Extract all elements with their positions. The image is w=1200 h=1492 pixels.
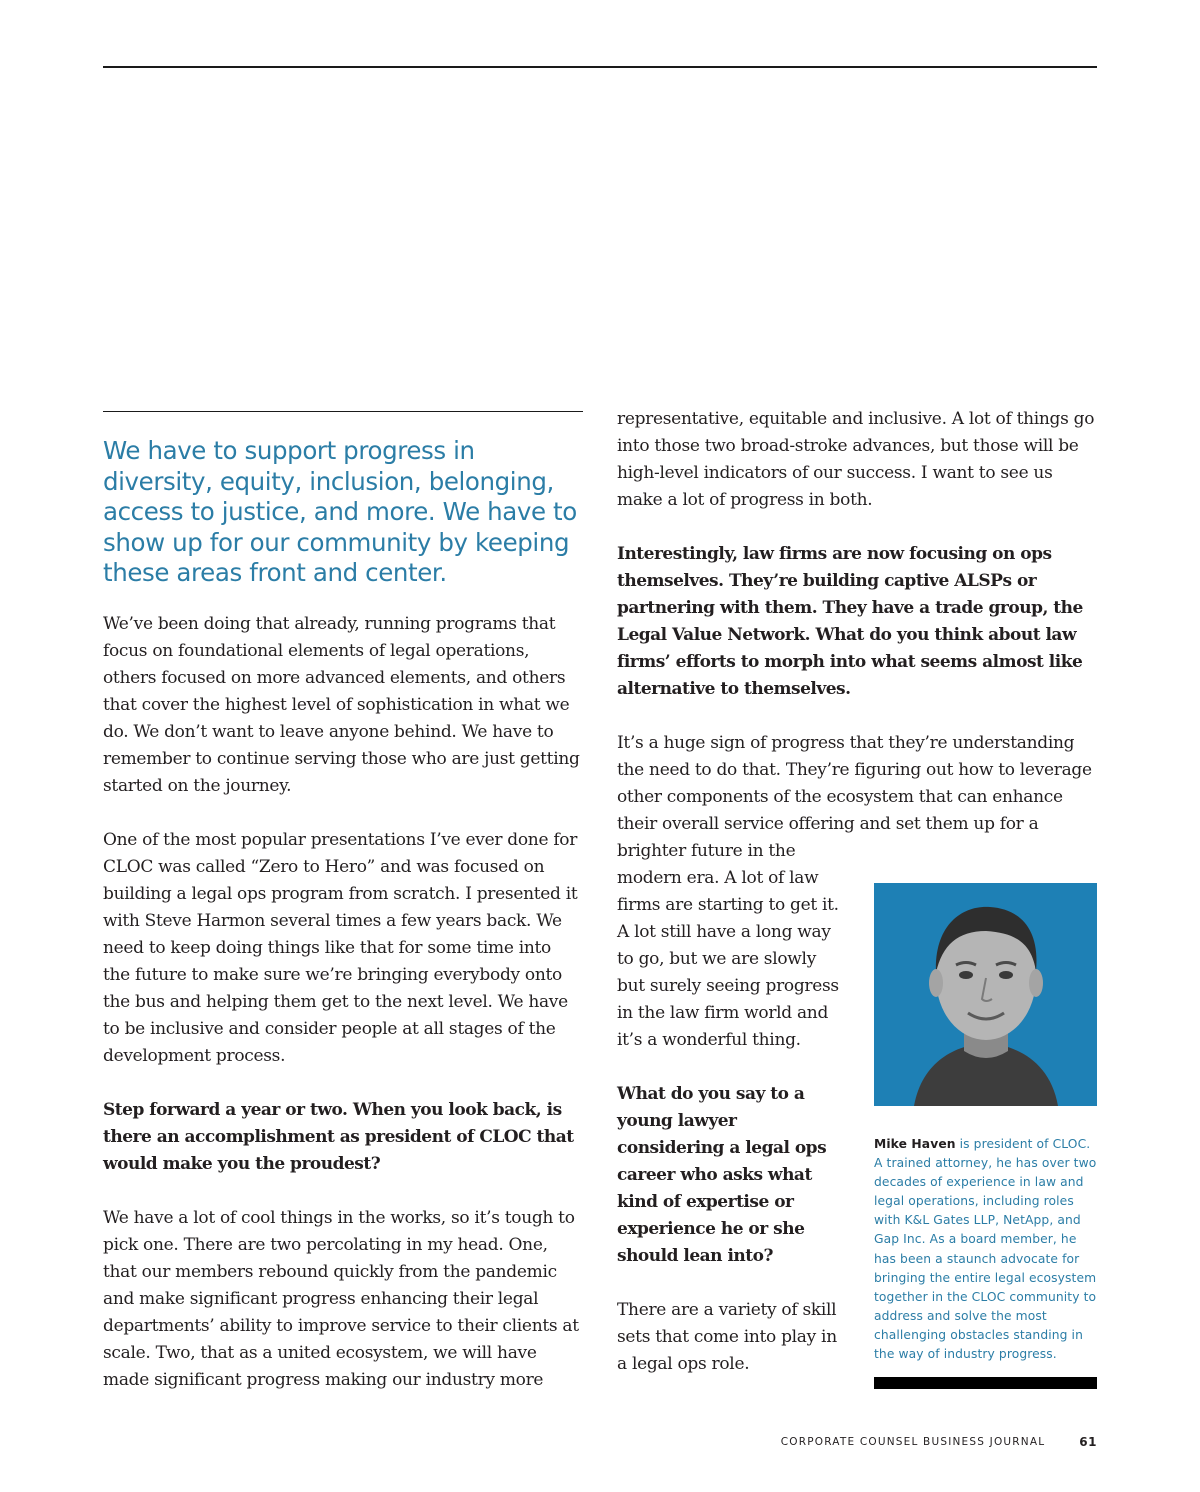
portrait-photo (874, 883, 1097, 1106)
pull-quote-rule (103, 411, 583, 412)
publication-title: CORPORATE COUNSEL BUSINESS JOURNAL (780, 1436, 1046, 1448)
interview-question: What do you say to a young lawyer considering a legal ops career who asks what kind of expertise or experience he or she should lean into? (617, 1084, 827, 1266)
photo-caption (874, 1135, 1100, 1364)
portrait-illustration (874, 883, 1097, 1106)
body-paragraph: We have a lot of cool things in the works, so it’s tough to pick one. There are two percolating in my head. One, that our members rebound quickly from the pandemic and make significant progress enhancing their legal departments’ ability to improve service to their clients at scale. Two, that as a united ecosystem, we will have made significant progress making our industry more (103, 1207, 579, 1390)
page-footer (781, 1435, 1097, 1449)
page-number: 61 (1079, 1435, 1097, 1449)
top-rule (103, 66, 1097, 68)
interview-question: Step forward a year or two. When you look back, is there an accomplishment as president of CLOC that would make you the proudest? (103, 1099, 574, 1174)
caption-name: Mike Haven (874, 1137, 956, 1151)
body-paragraph: representative, equitable and inclusive. A lot of things go into those two broad-stroke advances, but those will be high-level indicators of our success. I want to see us make a lot of progress in both. (617, 409, 1095, 510)
body-paragraph: It’s a huge sign of progress that they’re understanding the need to do that. They’re figuring out how to leverage other components of the ecosystem that can enhance their overall service offering and set them up for a (617, 733, 1092, 834)
caption-text: is president of CLOC. A trained attorney, he has over two decades of experience in law and legal operations, including roles with K&L Gates LLP, NetApp, and Gap Inc. As a board member, he has been a staunch advocate for bringing the entire legal ecosystem together in the CLOC community to address and solve the most challenging obstacles standing in the way of industry progress. (874, 1137, 1097, 1362)
caption-bar (874, 1377, 1097, 1389)
body-paragraph: There are a variety of skill sets that come into play in a legal ops role. (617, 1300, 837, 1374)
body-paragraph: We’ve been doing that already, running programs that focus on foundational elements of legal operations, others focused on more advanced elements, and others that cover the highest level of sophistication in what we do. We don’t want to leave anyone behind. We have to remember to continue serving those who are just getting started on the journey. (103, 613, 580, 796)
body-paragraph: One of the most popular presentations I’ve ever done for CLOC was called “Zero to Hero” and was focused on building a legal ops program from scratch. I presented it with Steve Harmon several times a few years back. We need to keep doing things like that for some time into the future to make sure we’re bringing everybody onto the bus and helping them get to the next level. We have to be inclusive and consider people at all stages of the development process. (103, 829, 578, 1066)
pull-quote: We have to support progress in diversity, equity, inclusion, belonging, access to justice, and more. We have to show up for our community by keeping these areas front and center. (103, 436, 577, 587)
interview-question: Interestingly, law firms are now focusing on ops themselves. They’re building captive ALSPs or partnering with them. They have a trade group, the Legal Value Network. What do you think about law firms’ efforts to morph into what seems almost like alternative to themselves. (617, 544, 1083, 699)
left-column (103, 411, 583, 1421)
body-paragraph-continued: brighter future in the modern era. A lot of law firms are starting to get it. A lot still have a long way to go, but we are slowly but surely seeing progress in the law firm world and it’s a wonderful thing. (617, 841, 839, 1050)
